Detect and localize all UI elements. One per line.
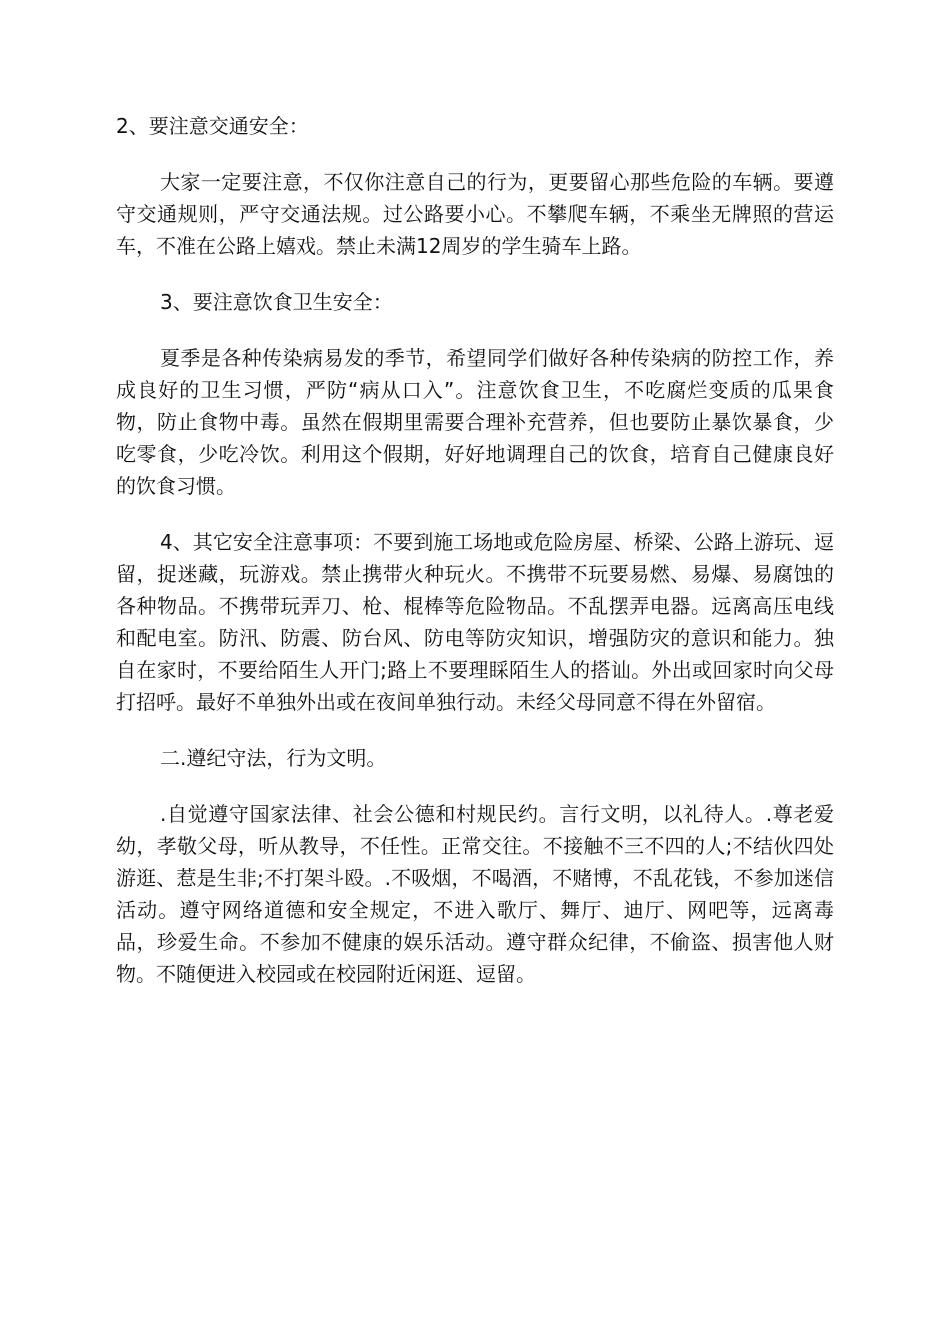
section-heading-traffic-safety: 2、要注意交通安全：	[116, 114, 309, 138]
paragraph-traffic-safety: 大家一定要注意，不仅你注意自己的行为，更要留心那些危险的车辆。要遵守交通规则，严守交通法规。过公路要小心。不攀爬车辆，不乘坐无牌照的营运车，不准在公路上嬉戏。禁止未满12周岁的学生骑车上路。	[116, 170, 834, 258]
paragraph-food-safety: 夏季是各种传染病易发的季节，希望同学们做好各种传染病的防控工作，养成良好的卫生习惯，严防“病从口入”。注意饮食卫生，不吃腐烂变质的瓜果食物，防止食物中毒。虽然在假期里需要合理补充营养，但也要防止暴饮暴食，少吃零食，少吃冷饮。利用这个假期，好好地调理自己的饮食，培育自己健康良好的饮食习惯。	[116, 346, 834, 498]
document-body	[116, 110, 834, 1014]
section-heading-law-abiding: 二.遵纪守法，行为文明。	[160, 746, 387, 770]
section-heading-food-safety: 3、要注意饮食卫生安全：	[160, 290, 393, 314]
paragraph-law-abiding: .自觉遵守国家法律、社会公德和村规民约。言行文明，以礼待人。.尊老爱幼，孝敬父母，听从教导，不任性。正常交往。不接触不三不四的人;不结伙四处游逛、惹是生非;不打架斗殴。.不吸烟，不喝酒，不赌博，不乱花钱，不参加迷信活动。遵守网络道德和安全规定，不进入歌厅、舞厅、迪厅、网吧等，远离毒品，珍爱生命。不参加不健康的娱乐活动。遵守群众纪律，不偷盗、损害他人财物。不随便进入校园或在校园附近闲逛、逗留。	[116, 802, 834, 986]
paragraph-other-safety: 4、其它安全注意事项：不要到施工场地或危险房屋、桥梁、公路上游玩、逗留，捉迷藏，玩游戏。禁止携带火种玩火。不携带不玩要易燃、易爆、易腐蚀的各种物品。不携带玩弄刀、枪、棍棒等危险物品。不乱摆弄电器。远离高压电线和配电室。防汛、防震、防台风、防电等防灾知识，增强防灾的意识和能力。独自在家时，不要给陌生人开门;路上不要理睬陌生人的搭讪。外出或回家时向父母打招呼。最好不单独外出或在夜间单独行动。未经父母同意不得在外留宿。	[116, 530, 834, 714]
